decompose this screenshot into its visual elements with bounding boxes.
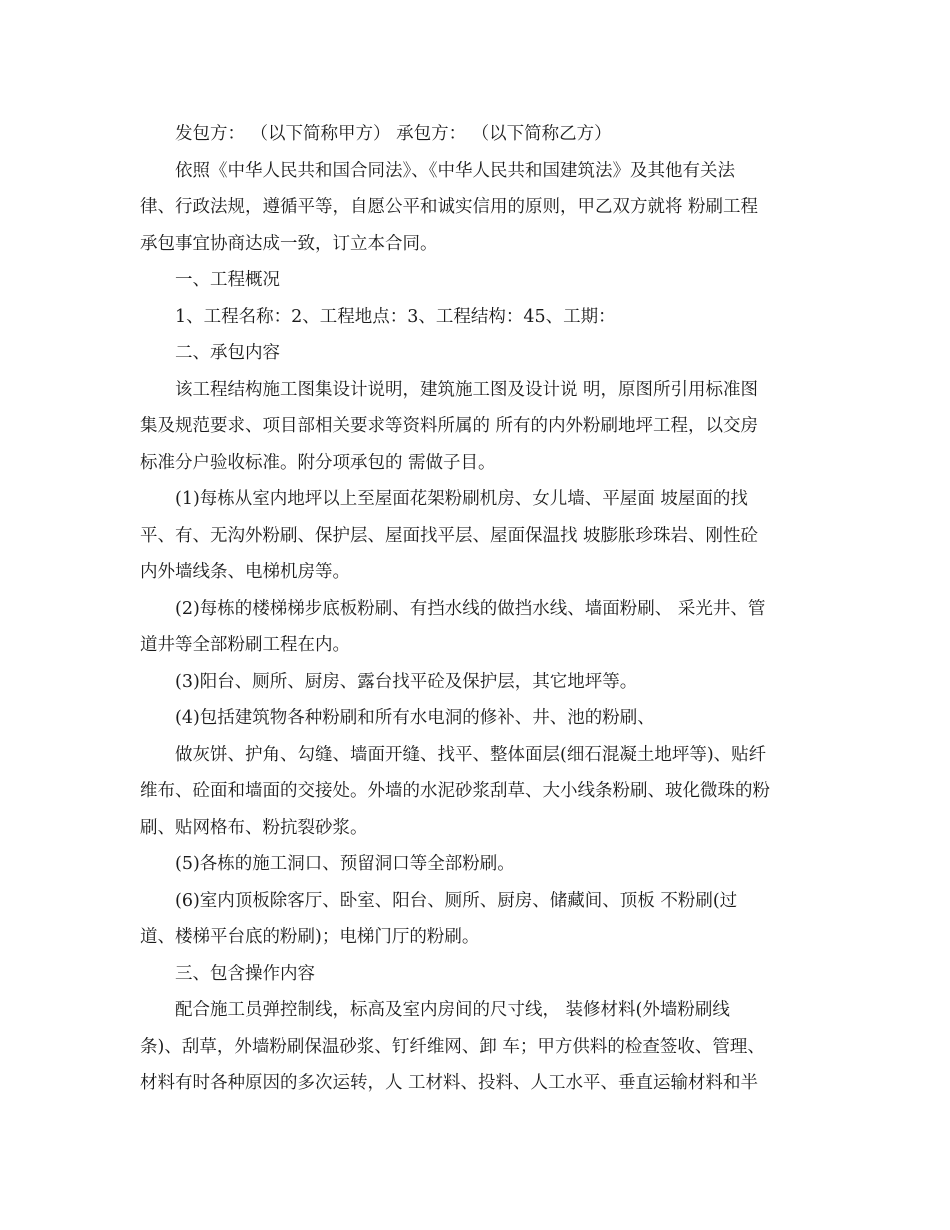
section-heading-operations: 三、包含操作内容 [175,963,315,984]
text-line-12: 平、有、无沟外粉刷、保护层、屋面找平层、屋面保温找 坡膨胀珍珠岩、刚性砼 [140,525,759,546]
text-line-19: 维布、砼面和墙面的交接处。外墙的水泥砂浆刮草、大小线条粉刷、玻化微珠的粉 [140,781,770,801]
text-line-23: 道、楼梯平台底的粉刷)；电梯门厅的粉刷。 [140,927,480,947]
section-heading-overview: 一、工程概况 [175,270,280,290]
text-line-9: 集及规范要求、项目部相关要求等资料所属的 所有的内外粉刷地坪工程，以交房 [140,416,759,436]
text-line-18: 做灰饼、护角、勾缝、墙面开缝、找平、整体面层(细石混凝土地坪等)、贴纤 [175,744,767,765]
text-line-13: 内外墙线条、电梯机房等。 [140,562,350,582]
text-line-21: (5)各栋的施工洞口、预留洞口等全部粉刷。 [175,854,515,874]
text-line-14: (2)每栋的楼梯梯步底板粉刷、有挡水线的做挡水线、墙面粉刷、 采光井、管 [175,598,766,619]
text-line-25: 配合施工员弹控制线，标高及室内房间的尺寸线， 装修材料(外墙粉刷线 [175,1000,730,1020]
text-line-1: 发包方： （以下简称甲方） 承包方： （以下简称乙方） [175,124,612,144]
text-line-6: 1、工程名称：2、工程地点：3、工程结构：45、工期： [175,306,616,327]
text-line-3: 律、行政法规，遵循平等，自愿公平和诚实信用的原则，甲乙双方就将 粉刷工程 [140,197,759,217]
text-line-15: 道井等全部粉刷工程在内。 [140,635,350,655]
text-line-16: (3)阳台、厕所、厨房、露台找平砼及保护层，其它地坪等。 [175,671,638,692]
text-line-27: 材料有时各种原因的多次运转，人 工材料、投料、人工水平、垂直运输材料和半 [140,1073,759,1093]
text-line-17: (4)包括建筑物各种粉刷和所有水电洞的修补、井、池的粉刷、 [175,708,655,728]
text-line-10: 标准分户验收标准。附分项承包的 需做子目。 [140,452,496,473]
text-line-2: 依照《中华人民共和国合同法》、《中华人民共和国建筑法》及其他有关法 [175,160,735,181]
contract-body [140,116,812,1102]
text-line-22: (6)室内顶板除客厅、卧室、阳台、厕所、厨房、储藏间、顶板 不粉刷(过 [175,890,738,911]
text-line-20: 刷、贴网格布、粉抗裂砂浆。 [140,817,368,838]
text-line-26: 条)、刮草，外墙粉刷保温砂浆、钉纤维网、卸 车；甲方供料的检查签收、管理、 [140,1036,765,1057]
section-heading-scope: 二、承包内容 [175,343,280,363]
text-line-11: (1)每栋从室内地坪以上至屋面花架粉刷机房、女儿墙、平屋面 坡屋面的找 [175,489,748,509]
text-line-8: 该工程结构施工图集设计说明，建筑施工图及设计说 明，原图所引用标准图 [175,379,759,400]
text-line-4: 承包事宜协商达成一致，订立本合同。 [140,233,438,254]
